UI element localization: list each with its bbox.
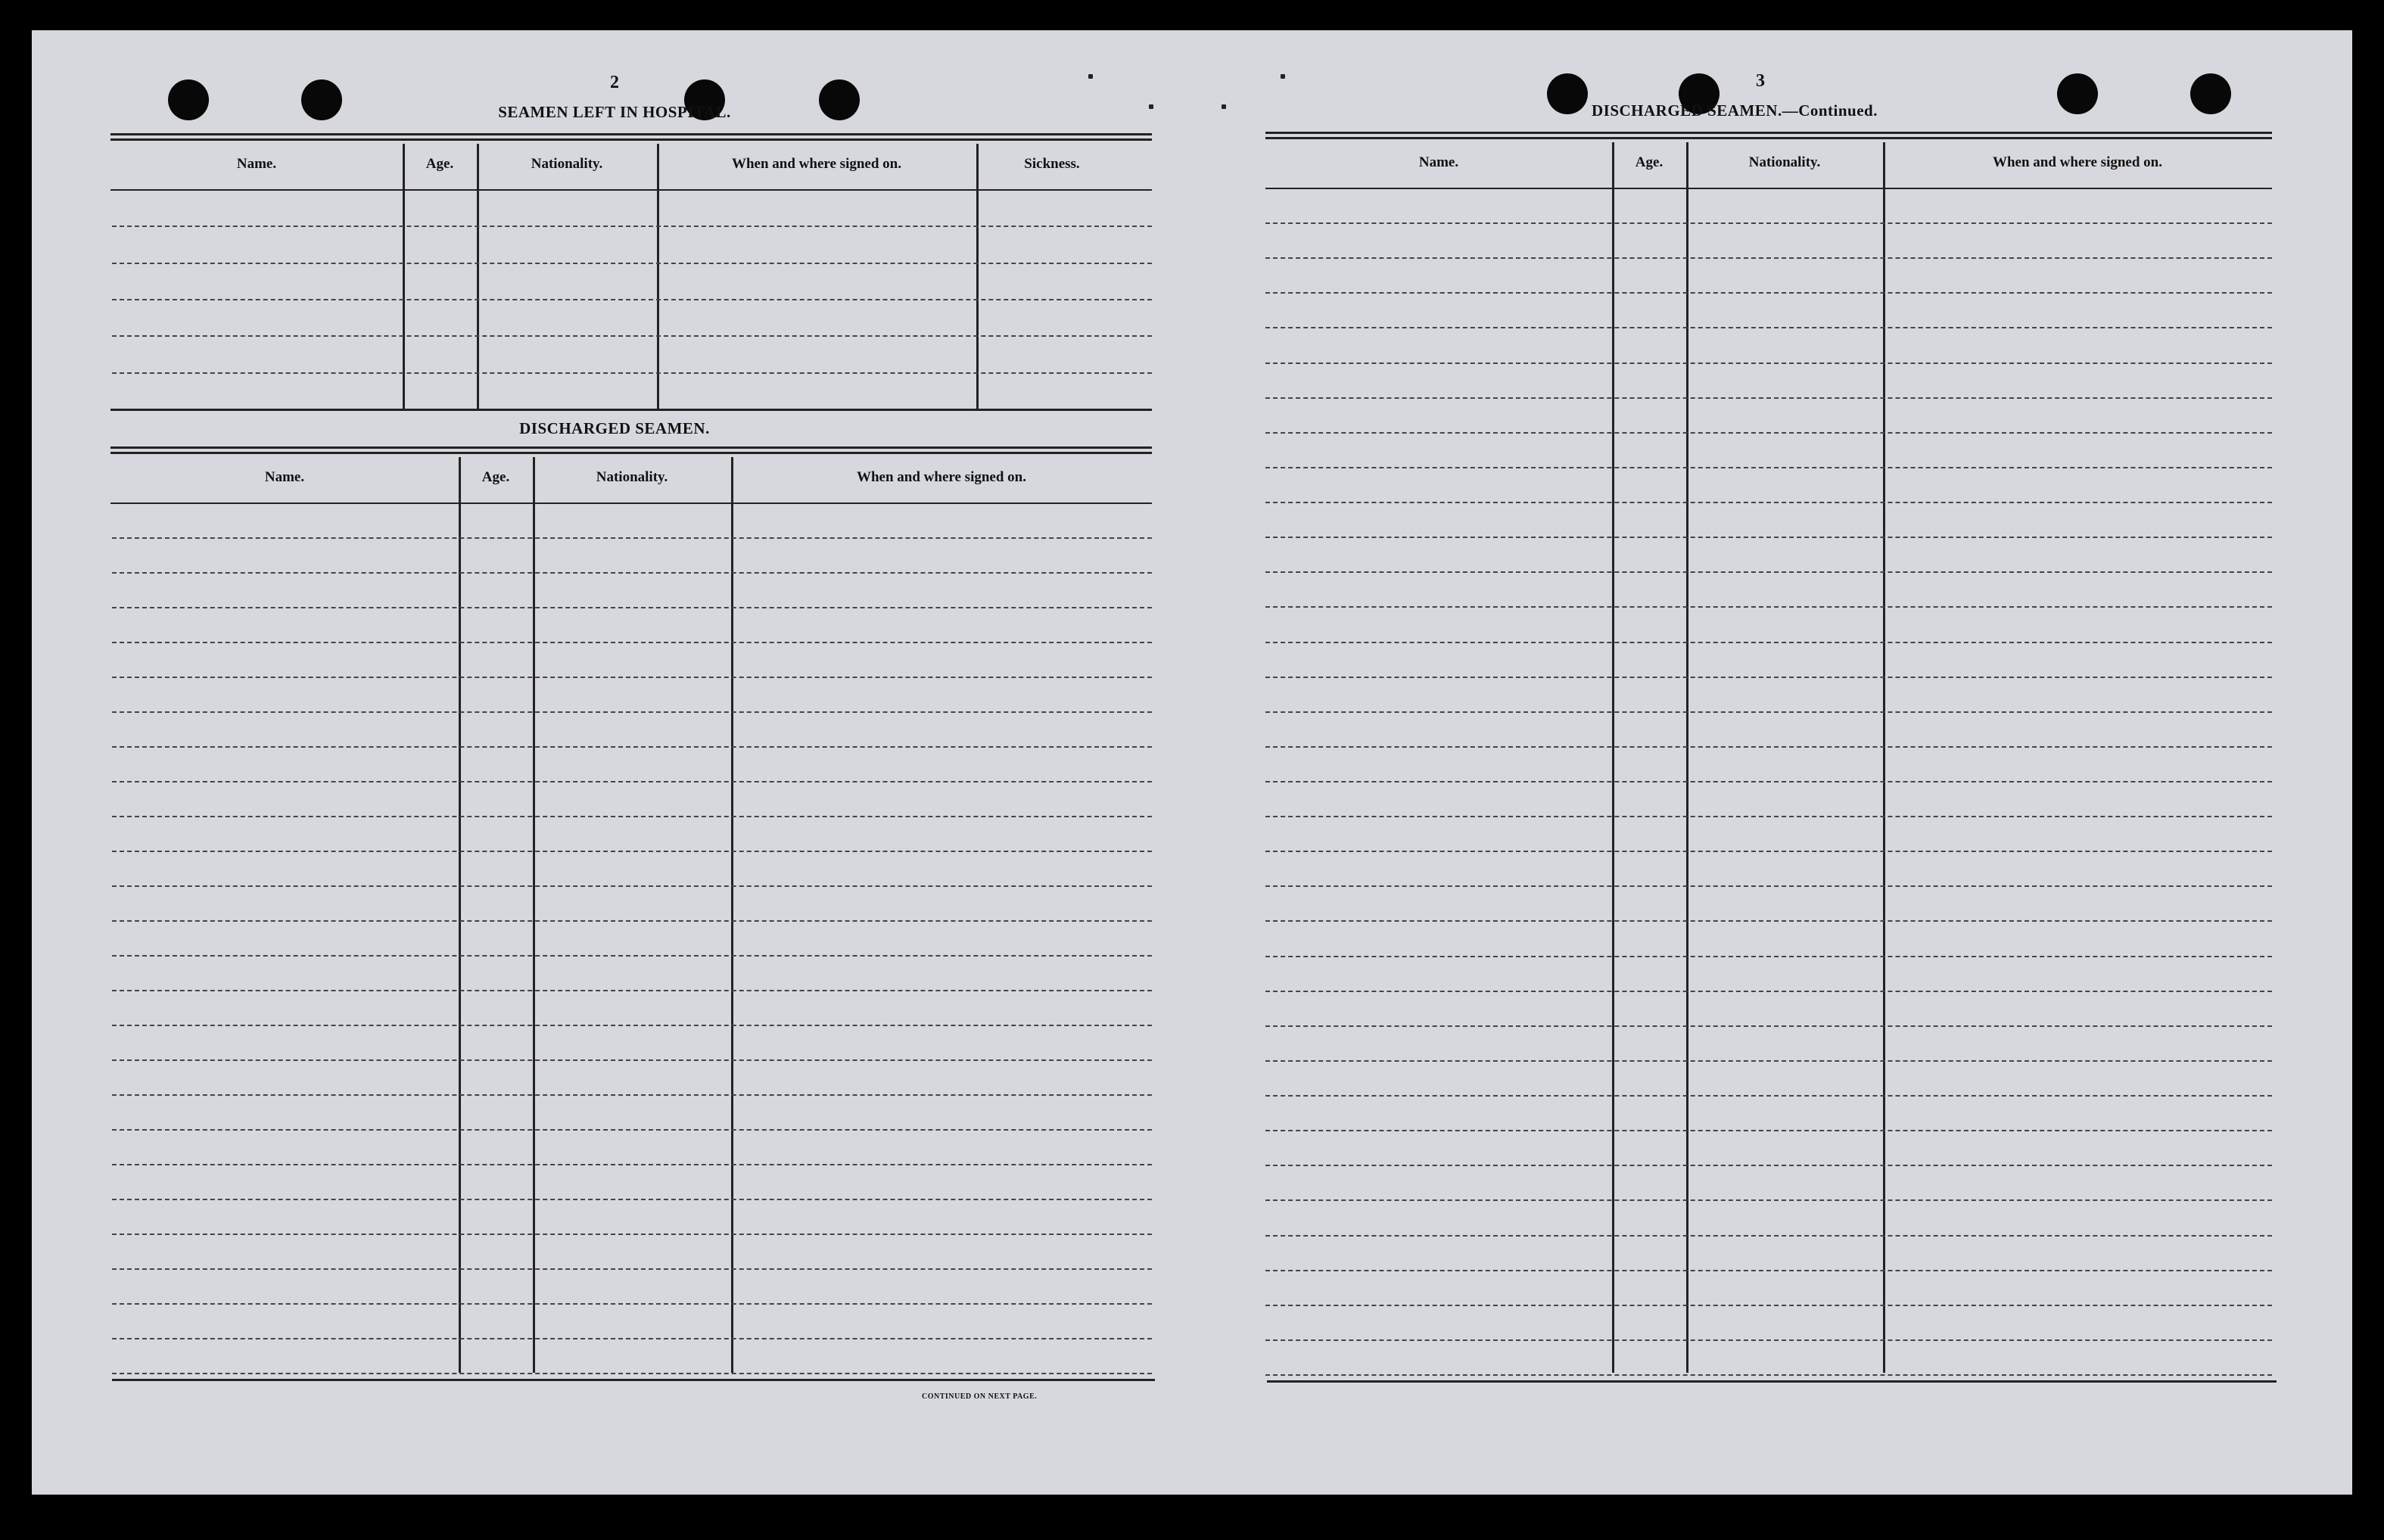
hospital-col-divider [657,144,659,410]
blank-entry-row [1265,467,2272,468]
blank-entry-row [1265,781,2272,782]
blank-entry-row [1265,1025,2272,1027]
blank-entry-row [112,1338,1152,1339]
blank-entry-row [1265,1130,2272,1131]
blank-entry-row [112,1234,1152,1235]
blank-entry-row [112,1303,1152,1305]
blank-entry-row [112,1059,1152,1061]
ink-speck [1149,104,1153,109]
discharged-col-signed-on: When and where signed on. [856,469,1026,485]
blank-entry-row [112,1268,1152,1270]
blank-entry-row [112,1025,1152,1026]
continued-header-rule [1265,188,2272,189]
blank-entry-row [112,642,1152,643]
blank-entry-row [1265,222,2272,224]
blank-entry-row [1265,816,2272,817]
continued-col-age: Age. [1635,154,1664,170]
blank-entry-row [112,1164,1152,1165]
punch-hole [2190,73,2231,114]
ink-speck [1222,104,1226,109]
hospital-table-bottom-rule [110,409,1152,411]
blank-entry-row [112,955,1152,957]
blank-entry-row [1265,1374,2272,1376]
blank-entry-row [112,781,1152,782]
punch-hole [301,79,342,120]
blank-entry-row [1265,1199,2272,1201]
blank-entry-row [1265,1165,2272,1166]
discharged-section-title: DISCHARGED SEAMEN. [519,419,710,437]
blank-entry-row [112,263,1152,264]
blank-entry-row [1265,292,2272,294]
continued-col-nationality: Nationality. [1748,154,1821,170]
continued-table-bottom-rule [1267,1380,2277,1383]
discharged-col-divider [731,457,733,1373]
discharged-col-name: Name. [264,469,305,485]
blank-entry-row [1265,606,2272,608]
blank-entry-row [112,816,1152,817]
blank-entry-row [1265,677,2272,678]
blank-entry-row [1265,327,2272,328]
punch-hole [819,79,860,120]
blank-entry-row [112,851,1152,852]
hospital-col-name: Name. [236,156,277,172]
hospital-table-top-rule-2 [110,138,1152,141]
page-number-right: 3 [1756,71,1765,91]
hospital-col-signed-on: When and where signed on. [731,156,901,172]
blank-entry-row [112,677,1152,678]
blank-entry-row [112,746,1152,748]
blank-entry-row [1265,1060,2272,1062]
blank-entry-row [112,1094,1152,1096]
blank-entry-row [112,1129,1152,1131]
hospital-col-nationality: Nationality. [531,156,603,172]
blank-entry-row [112,607,1152,608]
hospital-col-divider [976,144,979,410]
continued-footer: CONTINUED ON NEXT PAGE. [922,1392,1038,1401]
discharged-col-divider [459,457,461,1373]
blank-entry-row [1265,642,2272,643]
page-number-left: 2 [610,73,619,92]
blank-entry-row [112,711,1152,713]
blank-entry-row [112,920,1152,922]
blank-entry-row [112,885,1152,887]
continued-table-top-rule-2 [1265,137,2272,139]
blank-entry-row [112,226,1152,227]
blank-entry-row [112,537,1152,539]
blank-entry-row [1265,711,2272,713]
blank-entry-row [112,1373,1152,1374]
discharged-table-top-rule [110,446,1152,449]
blank-entry-row [112,335,1152,337]
blank-entry-row [112,299,1152,300]
hospital-col-divider [403,144,405,410]
blank-entry-row [1265,991,2272,992]
discharged-table-bottom-rule [112,1379,1155,1381]
blank-entry-row [112,372,1152,374]
continued-table-top-rule [1265,132,2272,134]
hospital-section-title: SEAMEN LEFT IN HOSPITAL. [498,103,731,121]
blank-entry-row [1265,257,2272,259]
hospital-header-rule [110,189,1152,191]
hospital-col-sickness: Sickness. [1024,156,1080,172]
continued-col-name: Name. [1418,154,1459,170]
ink-speck [1088,74,1093,79]
hospital-table-top-rule [110,133,1152,135]
punch-hole [168,79,209,120]
blank-entry-row [112,990,1152,991]
blank-entry-row [112,572,1152,574]
blank-entry-row [1265,956,2272,957]
blank-entry-row [1265,920,2272,922]
discharged-col-age: Age. [481,469,510,485]
hospital-col-divider [477,144,479,410]
blank-entry-row [1265,1270,2272,1271]
blank-entry-row [1265,1095,2272,1097]
discharged-col-nationality: Nationality. [596,469,668,485]
blank-entry-row [1265,537,2272,538]
blank-entry-row [1265,432,2272,434]
blank-entry-row [1265,1235,2272,1237]
hospital-col-age: Age. [425,156,454,172]
blank-entry-row [1265,502,2272,503]
discharged-col-divider [533,457,535,1373]
punch-hole [2057,73,2098,114]
blank-entry-row [1265,885,2272,887]
continued-col-signed-on: When and where signed on. [1992,154,2162,170]
blank-entry-row [112,1199,1152,1200]
blank-entry-row [1265,1339,2272,1341]
blank-entry-row [1265,571,2272,573]
discharged-table-top-rule-2 [110,452,1152,454]
blank-entry-row [1265,1305,2272,1306]
blank-entry-row [1265,746,2272,748]
ink-speck [1281,74,1285,79]
blank-entry-row [1265,362,2272,364]
discharged-continued-title: DISCHARGED SEAMEN.—Continued. [1592,101,1878,120]
blank-entry-row [1265,851,2272,852]
discharged-header-rule [110,502,1152,504]
ledger-sheet [32,30,2352,1495]
blank-entry-row [1265,397,2272,399]
